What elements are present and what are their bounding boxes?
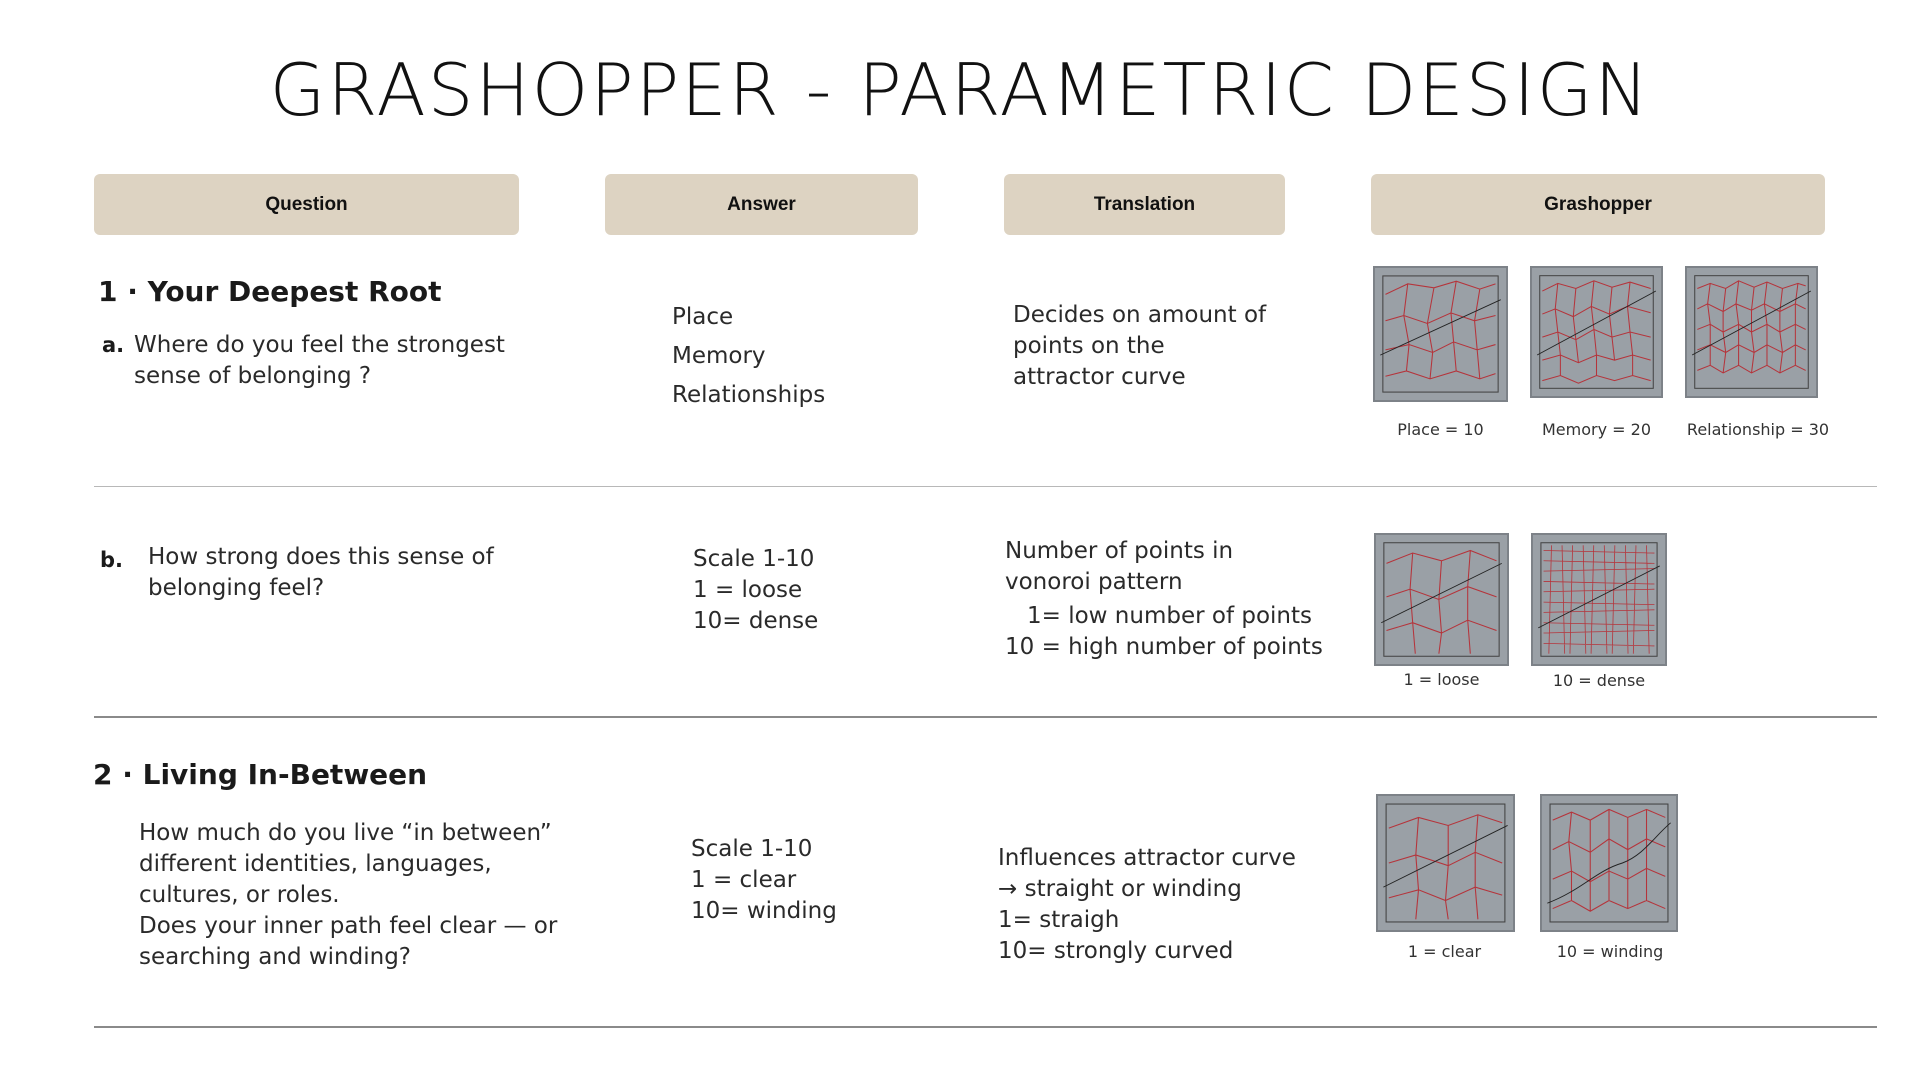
answer-a: [672, 298, 825, 415]
caption-memory: Memory = 20: [1541, 420, 1651, 439]
question-2-text: [139, 818, 557, 973]
question-a-line: Where do you feel the strongest: [134, 332, 505, 358]
answer-b-line: Scale 1-10: [693, 546, 815, 572]
grasshopper-thumb-winding: [1540, 794, 1678, 932]
translation-2-line: Influences attractor curve: [998, 845, 1296, 871]
answer-a-line: Relationships: [672, 382, 826, 408]
column-header-translation: Translation: [1004, 174, 1285, 235]
answer-a-line: Memory: [672, 343, 766, 369]
translation-b-line: 10 = high number of points: [1005, 634, 1323, 660]
answer-b: [693, 544, 818, 637]
translation-b: [1005, 536, 1323, 663]
column-header-answer: Answer: [605, 174, 918, 235]
question-b-line: How strong does this sense of: [148, 544, 494, 570]
column-header-question: Question: [94, 174, 519, 235]
translation-a-line: attractor curve: [1013, 364, 1186, 390]
grasshopper-thumb-place: [1373, 266, 1508, 402]
caption-clear: 1 = clear: [1407, 942, 1482, 961]
grasshopper-thumb-clear: [1376, 794, 1515, 932]
grasshopper-thumb-memory: [1530, 266, 1663, 398]
translation-2-line: 10= strongly curved: [998, 938, 1234, 964]
translation-2-line: 1= straigh: [998, 907, 1120, 933]
caption-dense: 10 = dense: [1552, 671, 1646, 690]
question-b-line: belonging feel?: [148, 575, 325, 601]
bottom-divider: [94, 1026, 1877, 1028]
question-2-line: different identities, languages,: [139, 851, 492, 877]
column-header-grashopper: Grashopper: [1371, 174, 1825, 235]
question-2-line: cultures, or roles.: [139, 882, 340, 908]
question-a-marker: a.: [102, 333, 125, 357]
question-2-line: searching and winding?: [139, 944, 412, 970]
answer-2: [691, 834, 837, 927]
translation-2: [998, 843, 1296, 967]
caption-loose: 1 = loose: [1403, 670, 1480, 689]
translation-a: [1013, 300, 1266, 393]
translation-b-line: vonoroi pattern: [1005, 569, 1183, 595]
question-a-text: [134, 330, 505, 392]
translation-a-line: Decides on amount of: [1013, 302, 1267, 328]
section-2-heading: 2 · Living In-Between: [93, 758, 428, 791]
translation-2-line: → straight or winding: [998, 876, 1242, 902]
page-title: GRASHOPPER - PARAMETRIC DESIGN: [269, 48, 1651, 132]
caption-relationship: Relationship = 30: [1686, 420, 1830, 439]
answer-a-line: Place: [672, 304, 734, 330]
translation-b-line: 1= low number of points: [1027, 603, 1312, 629]
caption-place: Place = 10: [1397, 420, 1484, 439]
answer-b-line: 1 = loose: [693, 577, 803, 603]
translation-b-line: Number of points in: [1005, 538, 1234, 564]
answer-b-line: 10= dense: [693, 608, 819, 634]
translation-a-line: points on the: [1013, 333, 1165, 359]
answer-2-line: Scale 1-10: [691, 836, 813, 862]
answer-2-line: 10= winding: [691, 898, 837, 924]
question-b-marker: b.: [100, 548, 124, 572]
section-1-heading: 1 · Your Deepest Root: [98, 275, 442, 308]
grasshopper-thumb-loose: [1374, 533, 1509, 666]
row-divider: [94, 486, 1877, 487]
question-2-line: Does your inner path feel clear — or: [139, 913, 558, 939]
grasshopper-thumb-dense: [1531, 533, 1667, 666]
caption-winding: 10 = winding: [1556, 942, 1664, 961]
question-a-line: sense of belonging ?: [134, 363, 372, 389]
question-2-line: How much do you live “in between”: [139, 820, 552, 846]
answer-2-line: 1 = clear: [691, 867, 797, 893]
question-b-text: [148, 542, 494, 604]
section-divider: [94, 716, 1877, 718]
grasshopper-thumb-relationship: [1685, 266, 1818, 398]
